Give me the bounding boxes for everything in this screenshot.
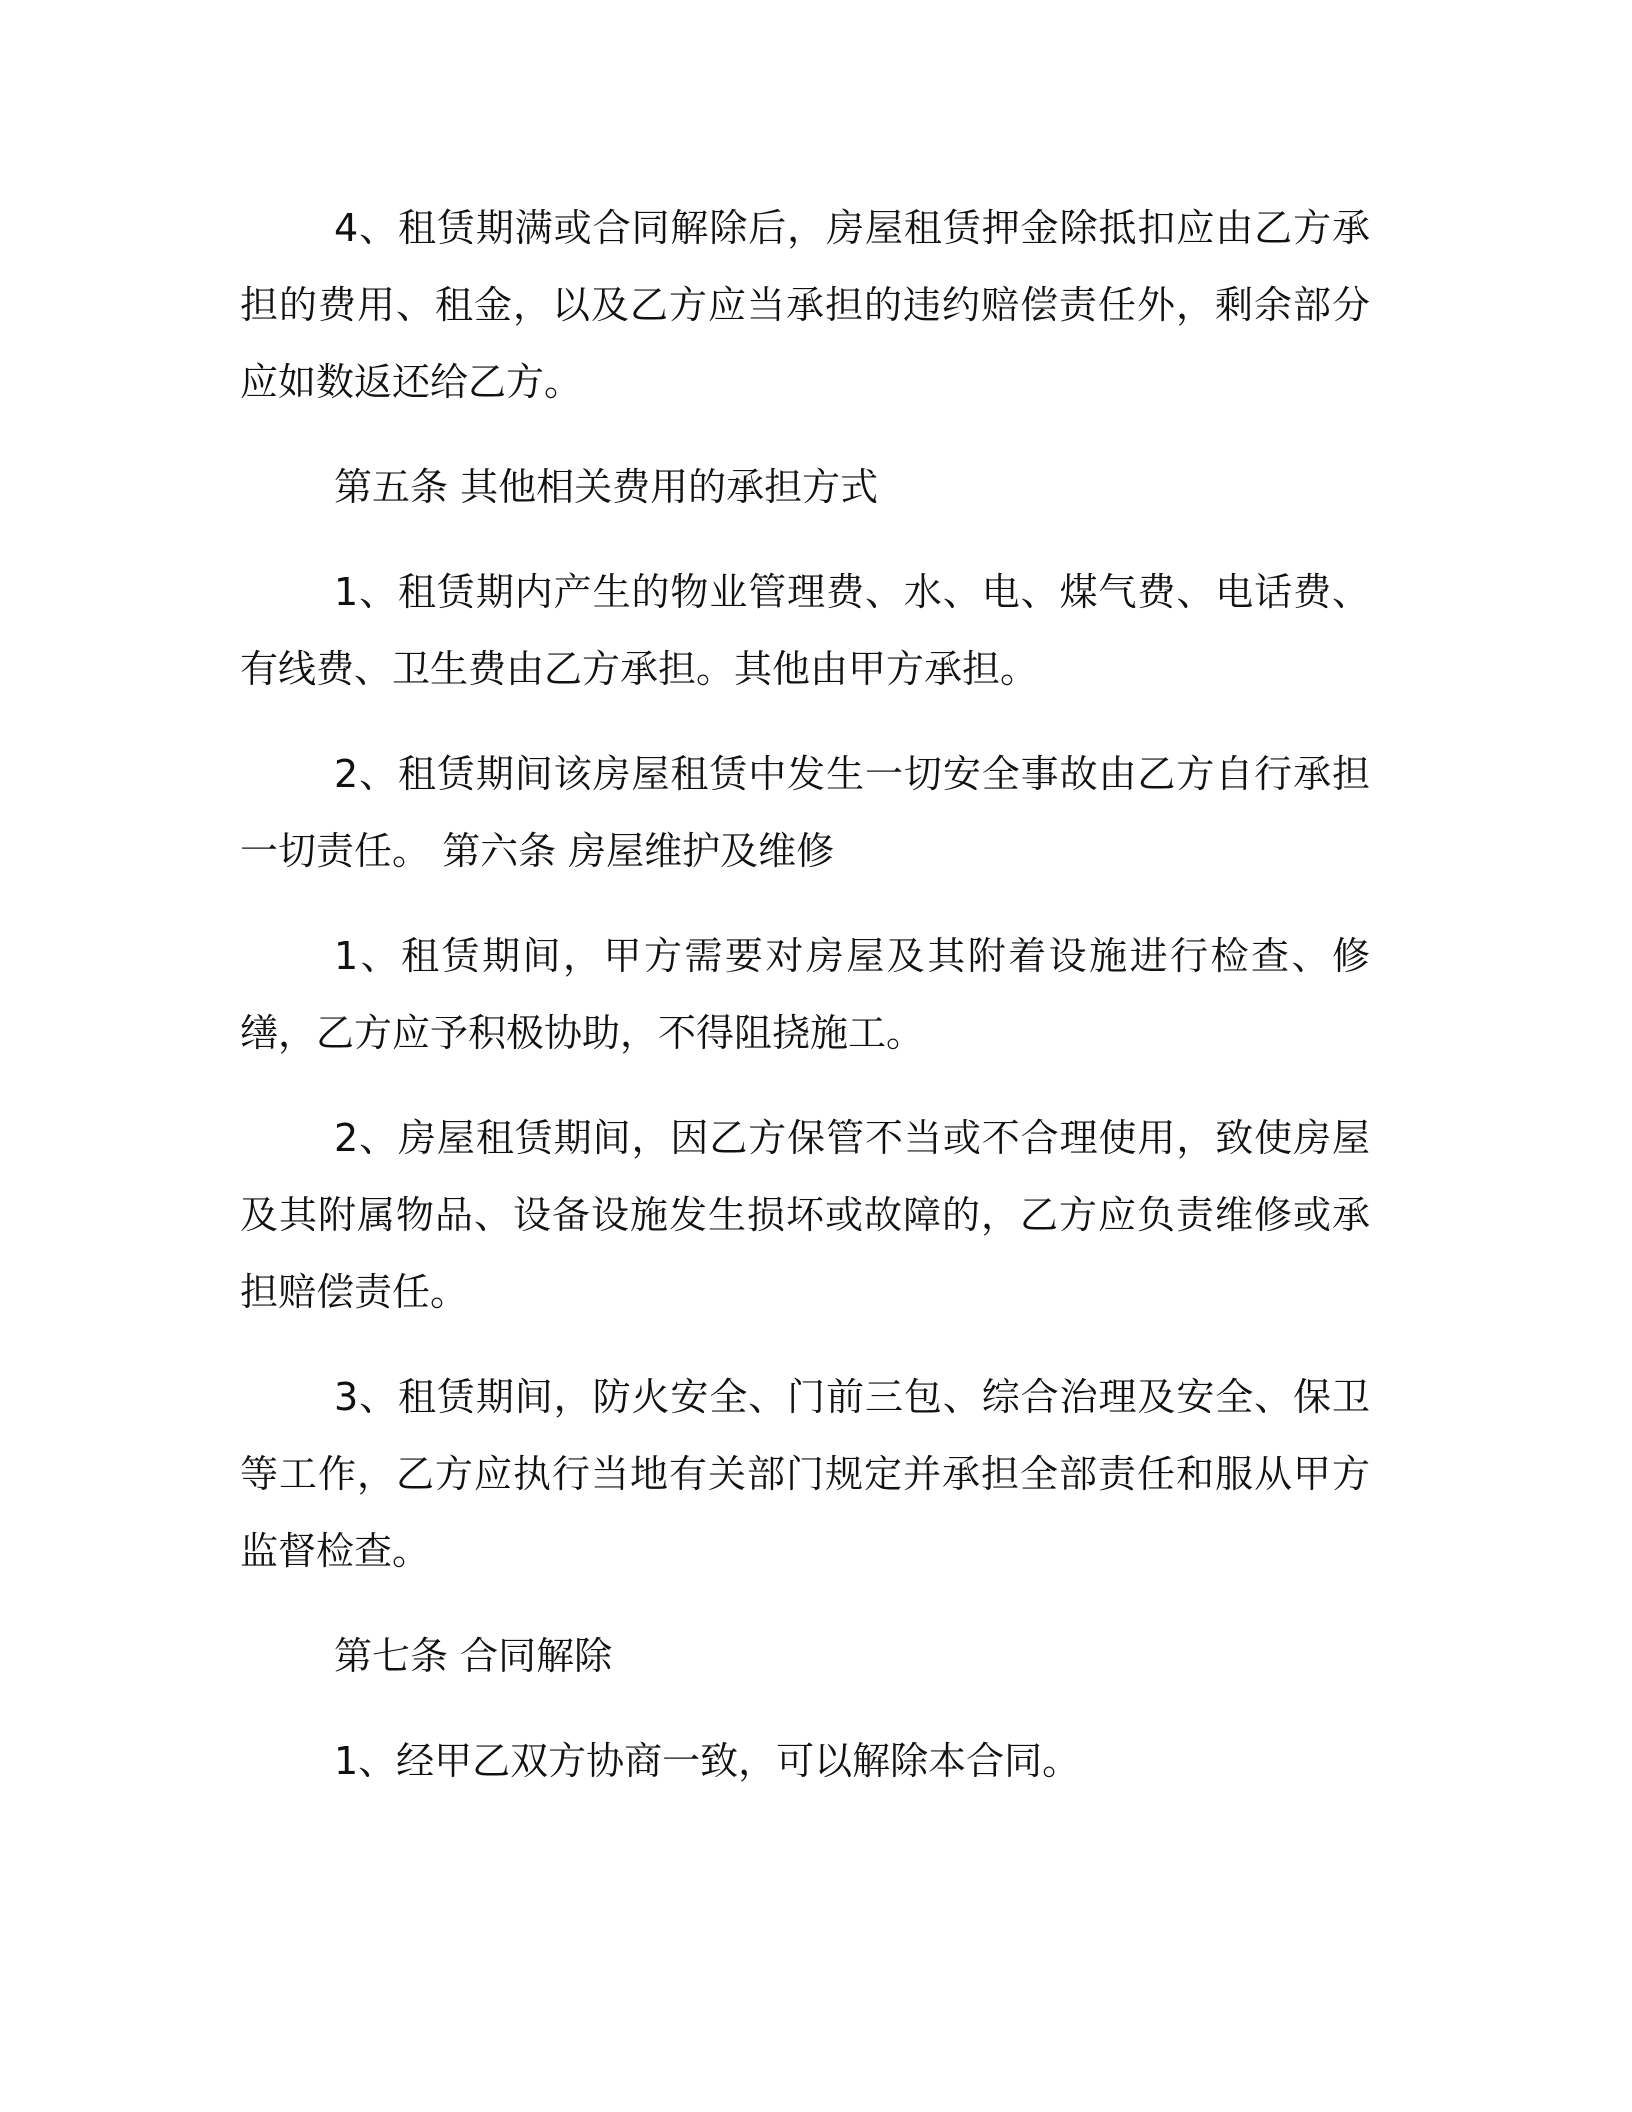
clause-3-security: 3、租赁期间，防火安全、门前三包、综合治理及安全、保卫等工作，乙方应执行当地有关部门规定并承担全部责任和服从甲方监督检查。	[240, 1375, 1370, 1573]
clause-2-safety-and-article-6-heading: 2、租赁期间该房屋租赁中发生一切安全事故由乙方自行承担一切责任。 第六条 房屋维护及维修	[240, 752, 1370, 873]
clause-2-damage: 2、房屋租赁期间，因乙方保管不当或不合理使用，致使房屋及其附属物品、设备设施发生损坏或故障的，乙方应负责维修或承担赔偿责任。	[240, 1116, 1370, 1314]
clause-1-termination: 1、经甲乙双方协商一致，可以解除本合同。	[334, 1739, 1081, 1783]
document-body	[240, 190, 1370, 1828]
clause-4-deposit-return: 4、租赁期满或合同解除后，房屋租赁押金除抵扣应由乙方承担的费用、租金，以及乙方应当承担的违约赔偿责任外，剩余部分应如数返还给乙方。	[240, 206, 1370, 404]
article-5-heading: 第五条 其他相关费用的承担方式	[334, 465, 879, 509]
clause-1-inspection: 1、租赁期间，甲方需要对房屋及其附着设施进行检查、修缮，乙方应予积极协助，不得阻挠施工。	[240, 934, 1370, 1055]
article-7-heading: 第七条 合同解除	[334, 1634, 613, 1678]
clause-1-fees: 1、租赁期内产生的物业管理费、水、电、煤气费、电话费、有线费、卫生费由乙方承担。其他由甲方承担。	[240, 570, 1370, 691]
